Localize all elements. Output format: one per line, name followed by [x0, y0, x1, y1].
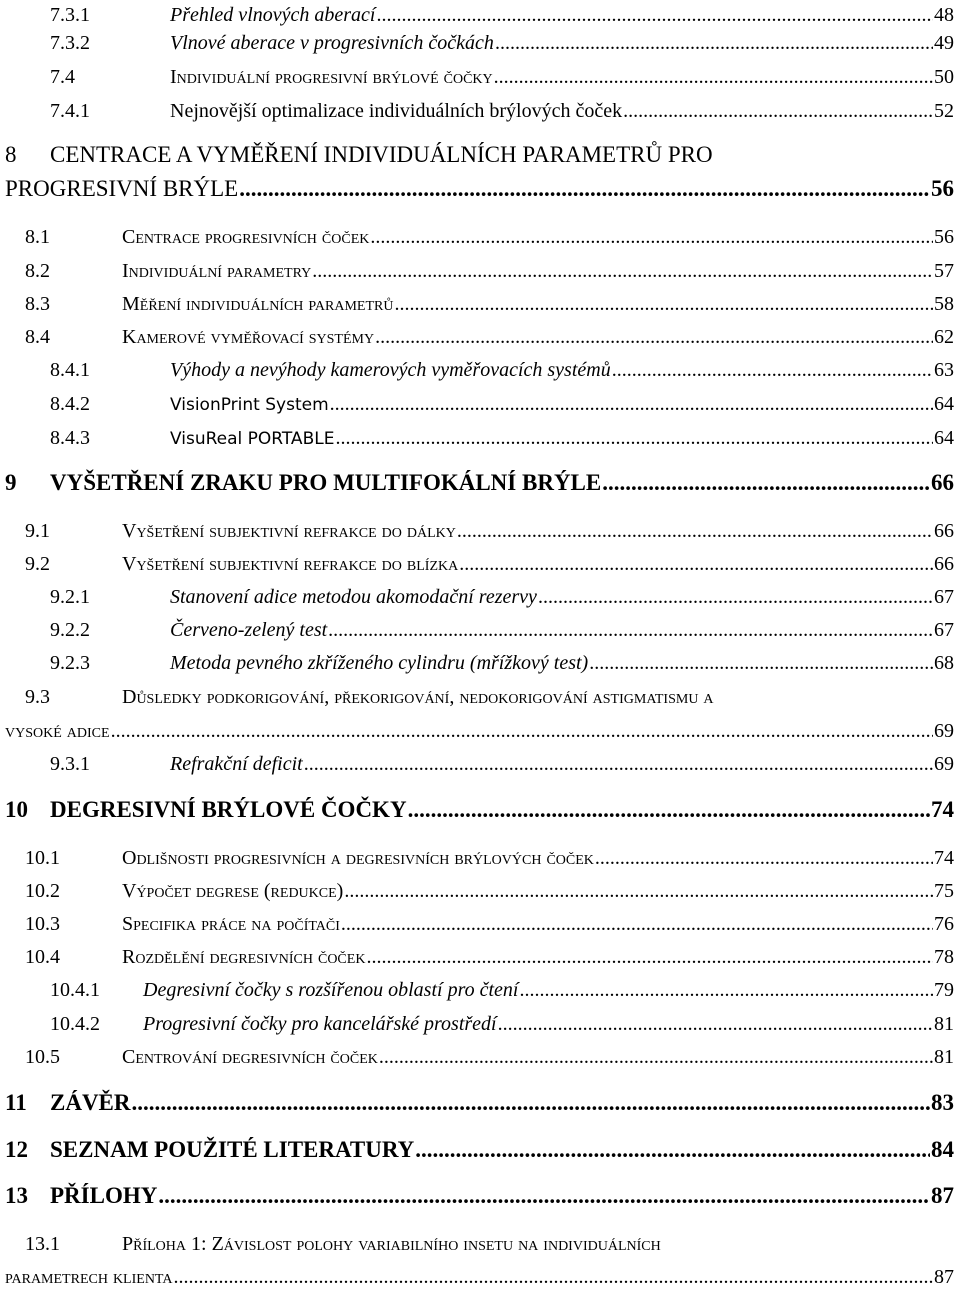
entry-page: 78 — [934, 946, 954, 968]
entry-number: 10 — [5, 797, 28, 822]
entry-page: 64 — [934, 393, 954, 415]
entry-title: Centrování degresivních čoček — [122, 1046, 378, 1068]
toc-entry[interactable] — [0, 423, 954, 453]
entry-title: Specifika práce na počítači — [122, 913, 340, 935]
toc-entry[interactable] — [0, 222, 954, 252]
entry-page: 75 — [934, 880, 954, 902]
entry-title: Výpočet degrese (redukce) — [122, 880, 344, 902]
entry-page: 76 — [934, 913, 954, 935]
entry-title: vysoké adice — [5, 720, 110, 742]
entry-page: 69 — [934, 720, 954, 742]
toc-entry[interactable] — [0, 96, 954, 126]
entry-title: Příloha 1: Závislost polohy variabilního insetu na individuálních — [122, 1233, 661, 1255]
dot-leader — [415, 1135, 930, 1165]
entry-page: 52 — [934, 100, 954, 122]
entry-title: VisuReal PORTABLE — [170, 429, 335, 449]
entry-page: 67 — [934, 619, 954, 641]
entry-page: 84 — [931, 1137, 954, 1162]
entry-number: 8 — [5, 142, 17, 167]
dot-leader — [312, 256, 933, 286]
toc-entry[interactable] — [0, 1009, 954, 1039]
toc-entry[interactable] — [0, 355, 954, 385]
entry-page: 62 — [934, 326, 954, 348]
entry-page: 63 — [934, 359, 954, 381]
toc-entry[interactable] — [0, 516, 954, 546]
dot-leader — [394, 289, 933, 319]
dot-leader — [498, 1009, 933, 1039]
entry-number: 10.4.1 — [50, 979, 100, 1001]
entry-page: 66 — [934, 520, 954, 542]
dot-leader — [111, 716, 933, 746]
entry-number: 8.4.1 — [50, 359, 90, 381]
entry-page: 79 — [934, 979, 954, 1001]
entry-title: SEZNAM POUŽITÉ LITERATURY — [50, 1137, 415, 1162]
entry-page: 66 — [931, 470, 954, 495]
entry-number: 9.2.2 — [50, 619, 90, 641]
entry-title: Přehled vlnových aberací — [170, 4, 376, 26]
entry-page: 74 — [931, 797, 954, 822]
entry-number: 12 — [5, 1137, 28, 1162]
entry-number: 9.2 — [25, 553, 50, 575]
entry-number: 9.3 — [25, 686, 50, 708]
entry-number: 7.3.2 — [50, 32, 90, 54]
dot-leader — [520, 975, 934, 1005]
entry-page: 87 — [934, 1266, 954, 1288]
entry-title: Rozdělění degresivních čoček — [122, 946, 366, 968]
entry-title: Vlnové aberace v progresivních čočkách — [170, 32, 494, 54]
entry-title: Degresivní čočky s rozšířenou oblastí pro čtení — [143, 979, 519, 1001]
entry-page: 58 — [934, 293, 954, 315]
entry-title: Nejnovější optimalizace individuálních brýlových čoček — [170, 100, 623, 122]
dot-leader — [457, 516, 933, 546]
dot-leader — [366, 942, 933, 972]
entry-page: 56 — [931, 176, 954, 201]
entry-number: 13 — [5, 1183, 28, 1208]
toc-entry[interactable] — [5, 1135, 954, 1165]
toc-entry[interactable] — [0, 876, 954, 906]
entry-number: 8.4 — [25, 326, 50, 348]
dot-leader — [370, 222, 933, 252]
toc-entry[interactable] — [0, 549, 954, 579]
toc-entry[interactable] — [0, 942, 954, 972]
dot-leader — [379, 1042, 933, 1072]
entry-title: Individuální parametry — [122, 260, 312, 282]
toc-entry[interactable] — [0, 682, 714, 712]
dot-leader — [408, 795, 930, 825]
entry-number: 7.3.1 — [50, 4, 90, 26]
dot-leader — [304, 749, 933, 779]
entry-title: PROGRESIVNÍ BRÝLE — [5, 176, 239, 201]
toc-entry[interactable] — [0, 1042, 954, 1072]
entry-number: 7.4.1 — [50, 100, 90, 122]
entry-title: ZÁVĚR — [50, 1090, 131, 1115]
toc-entry[interactable] — [5, 1088, 954, 1118]
dot-leader — [602, 468, 930, 498]
entry-title: Metoda pevného zkříženého cylindru (mřížkový test) — [170, 652, 589, 674]
toc-entry-continuation[interactable] — [5, 1262, 954, 1292]
toc-entry[interactable] — [5, 140, 713, 170]
dot-leader — [623, 96, 933, 126]
entry-number: 9 — [5, 470, 17, 495]
entry-page: 56 — [934, 226, 954, 248]
entry-page: 81 — [934, 1046, 954, 1068]
dot-leader — [330, 389, 933, 419]
entry-number: 7.4 — [50, 66, 75, 88]
entry-page: 66 — [934, 553, 954, 575]
toc-entry[interactable] — [0, 28, 954, 58]
entry-number: 10.4.2 — [50, 1013, 100, 1035]
entry-title: Odlišnosti progresivních a degresivních brýlových čoček — [122, 847, 594, 869]
toc-entry[interactable] — [0, 0, 954, 30]
dot-leader — [341, 909, 933, 939]
dot-leader — [376, 0, 933, 30]
dot-leader — [494, 62, 933, 92]
toc-entry[interactable] — [0, 909, 954, 939]
entry-number: 8.1 — [25, 226, 50, 248]
toc-entry[interactable] — [0, 648, 954, 678]
entry-title: PŘÍLOHY — [50, 1183, 158, 1208]
entry-page: 64 — [934, 427, 954, 449]
entry-page: 57 — [934, 260, 954, 282]
entry-title: DEGRESIVNÍ BRÝLOVÉ ČOČKY — [50, 797, 407, 822]
entry-page: 83 — [931, 1090, 954, 1115]
toc-entry[interactable] — [0, 389, 954, 419]
entry-number: 9.1 — [25, 520, 50, 542]
entry-title: CENTRACE A VYMĚŘENÍ INDIVIDUÁLNÍCH PARAMETRŮ PRO — [50, 142, 713, 167]
entry-page: 81 — [934, 1013, 954, 1035]
toc-entry[interactable] — [0, 975, 954, 1005]
dot-leader — [612, 355, 933, 385]
entry-number: 8.4.3 — [50, 427, 90, 449]
entry-number: 10.3 — [25, 913, 60, 935]
entry-page: 50 — [934, 66, 954, 88]
dot-leader — [344, 876, 933, 906]
toc-entry-continuation[interactable] — [5, 174, 954, 204]
dot-leader — [538, 582, 933, 612]
entry-page: 48 — [934, 4, 954, 26]
entry-title: Vyšetření subjektivní refrakce do blízka — [122, 553, 459, 575]
dot-leader — [173, 1262, 933, 1292]
entry-title: Červeno-zelený test — [170, 619, 328, 641]
toc-entry-continuation[interactable] — [5, 716, 954, 746]
toc-entry[interactable] — [5, 1181, 954, 1211]
entry-title: parametrech klienta — [5, 1266, 173, 1288]
entry-title: Měření individuálních parametrů — [122, 293, 394, 315]
entry-title: Výhody a nevýhody kamerových vyměřovacích systémů — [170, 359, 611, 381]
entry-title: Stanovení adice metodou akomodační rezervy — [170, 586, 537, 608]
entry-title: Centrace progresivních čoček — [122, 226, 370, 248]
entry-number: 9.3.1 — [50, 753, 90, 775]
entry-title: VisionPrint System — [170, 395, 329, 415]
entry-title: Důsledky podkorigování, překorigování, nedokorigování astigmatismu a — [122, 686, 714, 708]
toc-entry[interactable] — [5, 795, 954, 825]
entry-number: 9.2.1 — [50, 586, 90, 608]
entry-title: Kamerové vyměřovací systémy — [122, 326, 375, 348]
dot-leader — [375, 322, 933, 352]
entry-number: 10.5 — [25, 1046, 60, 1068]
dot-leader — [459, 549, 933, 579]
toc-entry[interactable] — [0, 256, 954, 286]
toc-entry[interactable] — [0, 582, 954, 612]
entry-page: 87 — [931, 1183, 954, 1208]
entry-title: Vyšetření subjektivní refrakce do dálky — [122, 520, 456, 542]
dot-leader — [132, 1088, 930, 1118]
toc-entry[interactable] — [0, 749, 954, 779]
entry-title: VYŠETŘENÍ ZRAKU PRO MULTIFOKÁLNÍ BRÝLE — [50, 470, 602, 495]
entry-number: 8.3 — [25, 293, 50, 315]
dot-leader — [495, 28, 933, 58]
dot-leader — [335, 423, 933, 453]
entry-page: 49 — [934, 32, 954, 54]
toc-entry[interactable] — [0, 615, 954, 645]
entry-number: 9.2.3 — [50, 652, 90, 674]
entry-page: 68 — [934, 652, 954, 674]
entry-number: 8.4.2 — [50, 393, 90, 415]
toc-entry[interactable] — [0, 322, 954, 352]
entry-number: 11 — [5, 1090, 27, 1115]
entry-page: 67 — [934, 586, 954, 608]
toc-entry[interactable] — [0, 1229, 661, 1259]
toc-entry[interactable] — [0, 62, 954, 92]
dot-leader — [589, 648, 933, 678]
dot-leader — [239, 174, 930, 204]
toc-entry[interactable] — [5, 468, 954, 498]
dot-leader — [328, 615, 933, 645]
entry-title: Refrakční deficit — [170, 753, 303, 775]
entry-title: Progresivní čočky pro kancelářské prostředí — [143, 1013, 497, 1035]
entry-number: 10.1 — [25, 847, 60, 869]
dot-leader — [158, 1181, 930, 1211]
entry-number: 10.2 — [25, 880, 60, 902]
toc-entry[interactable] — [0, 289, 954, 319]
entry-number: 10.4 — [25, 946, 60, 968]
entry-title: Individuální progresivní brýlové čočky — [170, 66, 493, 88]
dot-leader — [595, 843, 933, 873]
entry-page: 69 — [934, 753, 954, 775]
entry-page: 74 — [934, 847, 954, 869]
entry-number: 13.1 — [25, 1233, 60, 1255]
toc-entry[interactable] — [0, 843, 954, 873]
entry-number: 8.2 — [25, 260, 50, 282]
